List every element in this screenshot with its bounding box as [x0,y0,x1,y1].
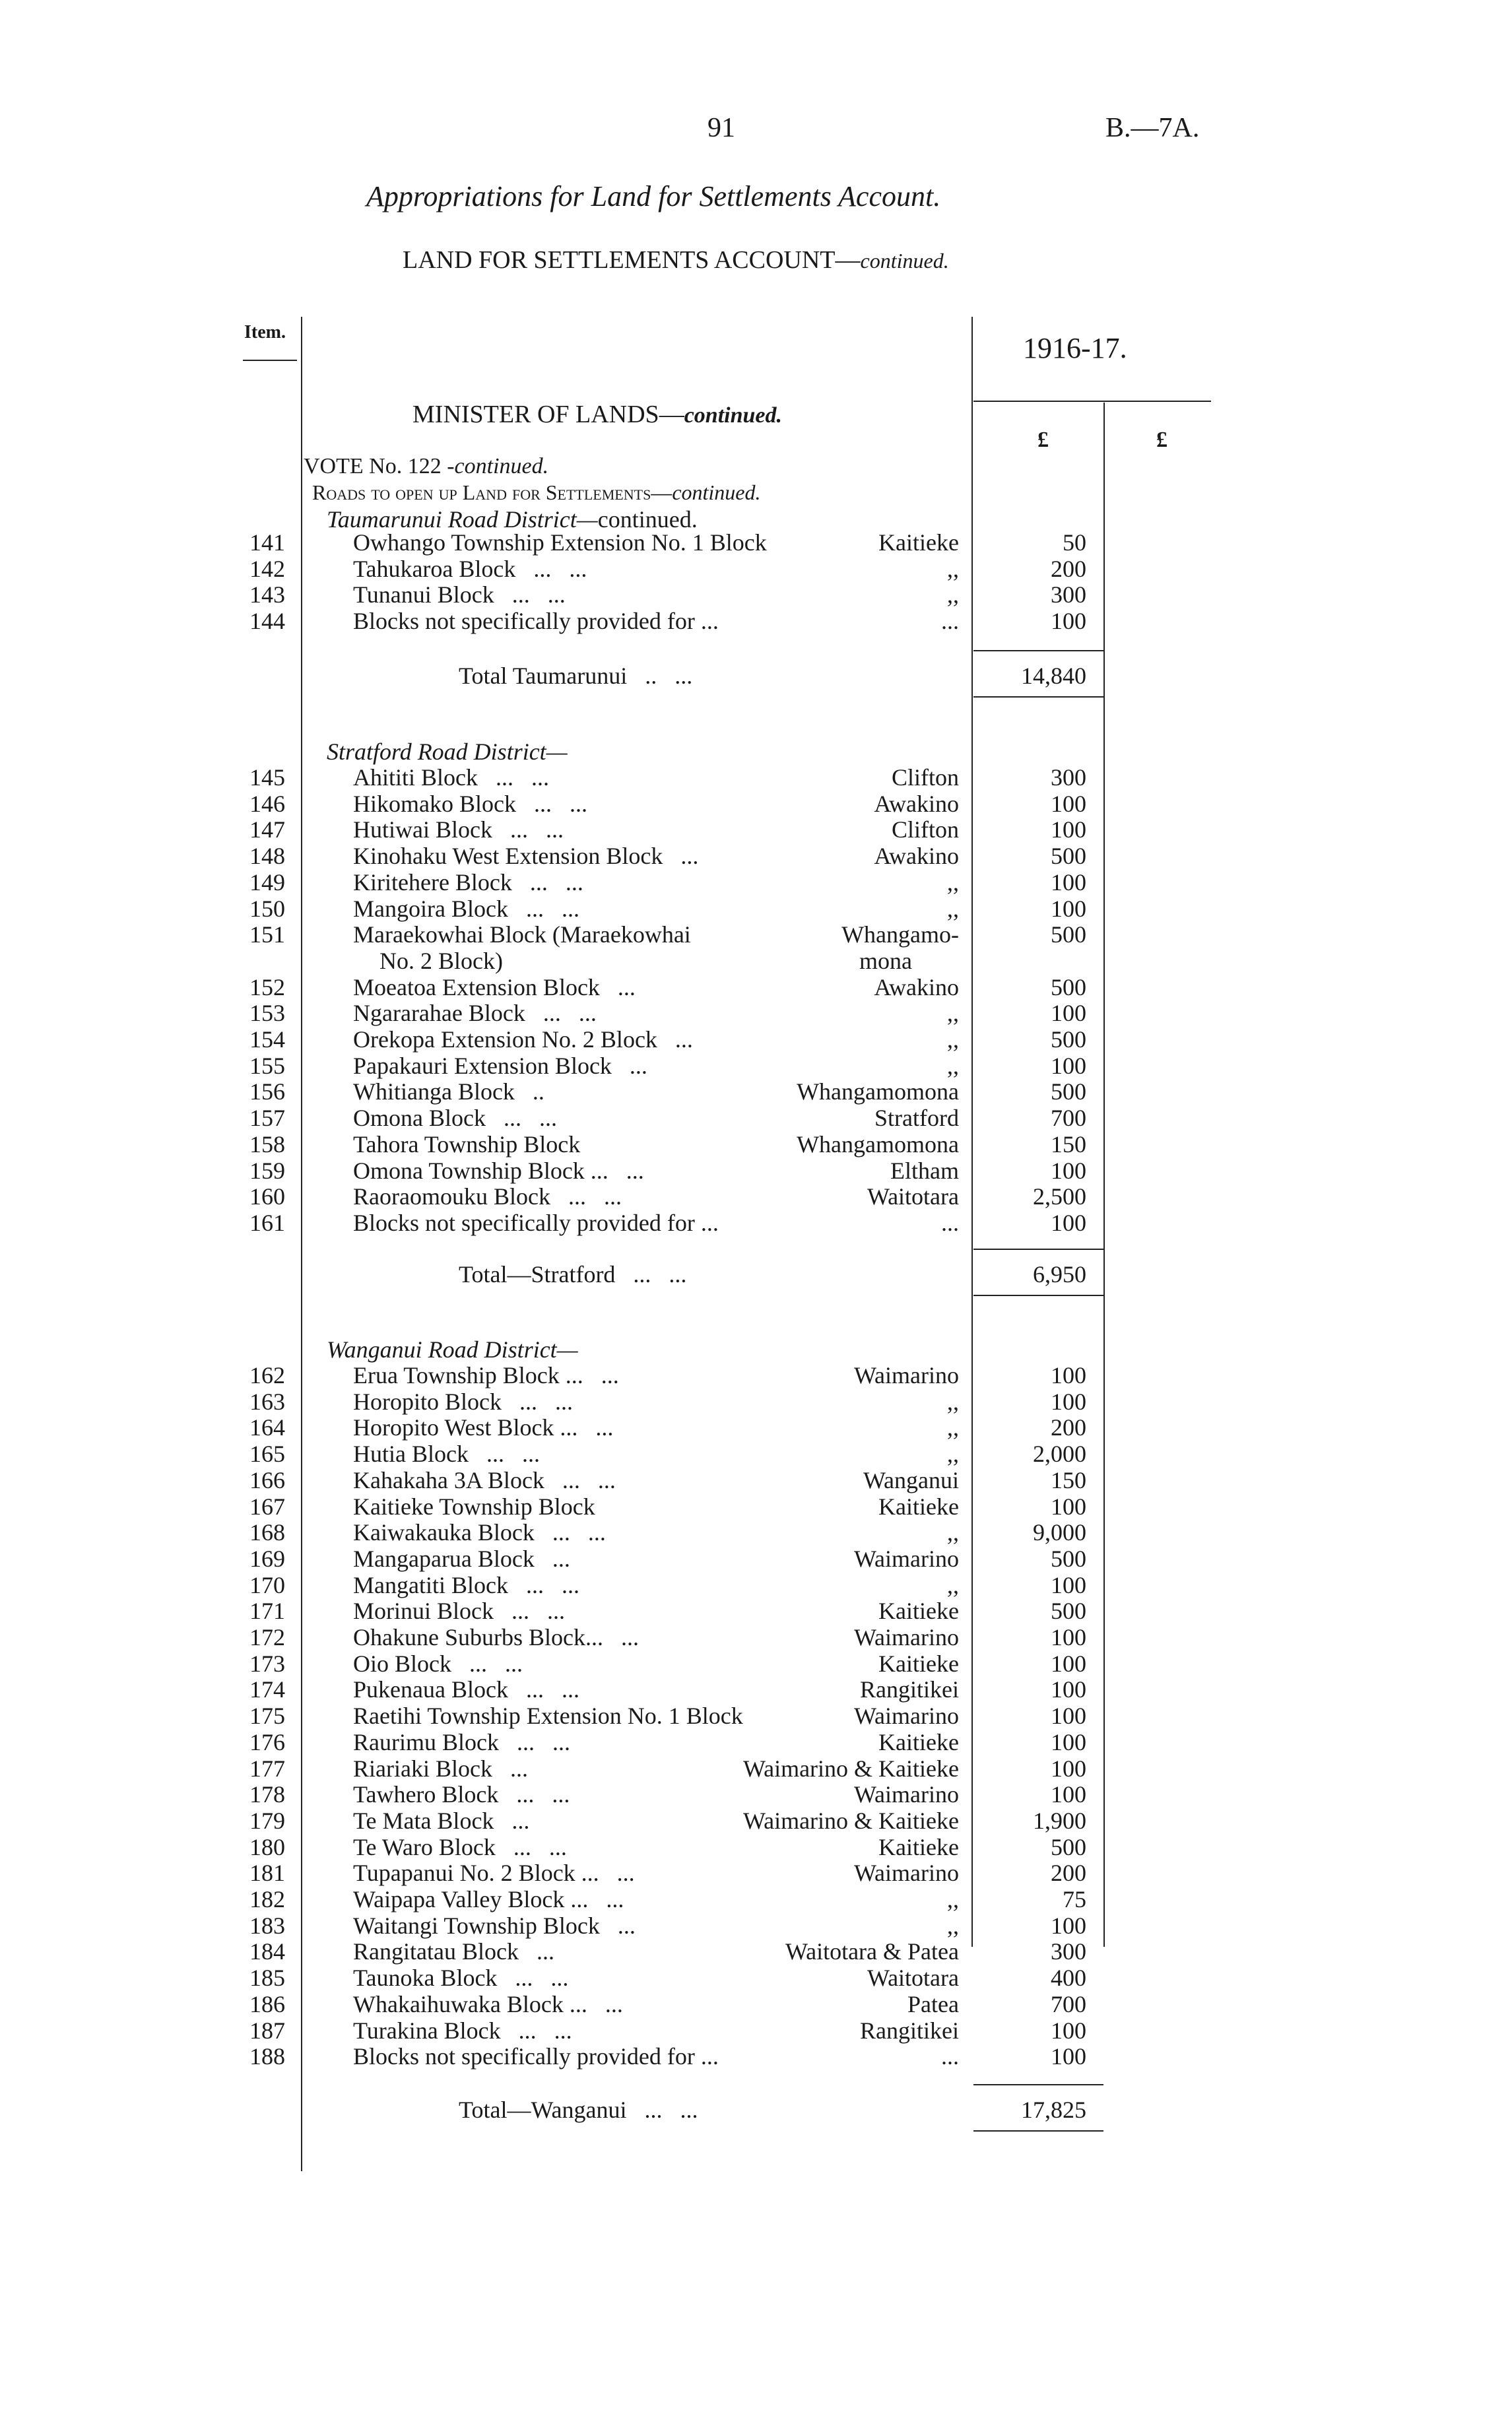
item-number: 184 [249,1938,285,1965]
district-name: ,, [947,555,959,582]
district-heading-continued: continued. [597,506,698,533]
district-name: ... [941,608,959,635]
district-name: Whangamomona [797,1078,959,1105]
roads-heading-continued: continued. [672,480,761,504]
table-row [0,1467,1512,1493]
table-row [0,1131,1512,1158]
district-name: Waimarino & Kaitieke [743,1755,959,1782]
district-name: ,, [947,1519,959,1546]
year-header-rule [973,401,1211,402]
district-name: Patea [907,1990,959,2017]
table-row [0,1572,1512,1598]
amount-value: 300 [1051,764,1086,791]
item-number: 177 [249,1755,285,1782]
district-name: ,, [947,1026,959,1053]
item-number: 156 [249,1078,285,1105]
item-number: 151 [249,921,285,948]
district-name: ,, [947,1388,959,1415]
item-number: 167 [249,1493,285,1520]
table-row [0,1598,1512,1624]
item-number: 143 [249,581,285,608]
item-number: 170 [249,1571,285,1598]
vote-heading [304,454,548,479]
table-row [0,608,1512,634]
table-row-continuation [0,948,1512,974]
amount-value: 100 [1051,1157,1086,1184]
district-name: Waimarino [853,1624,959,1650]
amount-value: 100 [1051,1676,1086,1703]
amount-value: 100 [1051,1650,1086,1677]
table-row [0,1703,1512,1729]
district-name: Awakino [874,843,959,870]
item-number: 188 [249,2043,285,2070]
currency-header-1: £ [1037,428,1049,452]
district-name: Waimarino [853,1860,959,1887]
amount-value: 700 [1051,1990,1086,2017]
block-description: Blocks not specifically provided for ... [353,2043,719,2070]
block-description: Rangitatau Block ... [353,1938,554,1965]
total-rule-bottom [973,2130,1103,2132]
table-row [0,974,1512,1000]
block-description: Riariaki Block ... [353,1755,528,1782]
table-row [0,1000,1512,1026]
district-name: Waimarino [853,1703,959,1730]
block-description: Kaiwakauka Block ... ... [353,1519,606,1546]
district-name: ... [941,1209,959,1236]
block-description: Whitianga Block .. [353,1078,544,1105]
district-name: Kaitieke [878,1598,959,1625]
item-number: 149 [249,868,285,896]
block-description: Papakauri Extension Block ... [353,1052,647,1079]
page-title: Appropriations for Land for Settlements Account. [366,180,941,212]
table-row [0,1519,1512,1546]
item-number: 165 [249,1441,285,1468]
district-name: Waimarino [853,1362,959,1388]
item-number: 181 [249,1860,285,1887]
item-number: 160 [249,1183,285,1210]
minister-heading-continued: continued. [684,403,783,428]
item-number: 180 [249,1833,285,1860]
block-description: Tunanui Block ... ... [353,581,566,608]
block-description: Waitangi Township Block ... [353,1912,636,1939]
block-description: Morinui Block ... ... [353,1598,565,1625]
table-row [0,1755,1512,1782]
item-number: 162 [249,1362,285,1388]
amount-value: 75 [1063,1886,1086,1912]
table-row [0,1414,1512,1441]
amount-value: 500 [1051,1026,1086,1053]
total-rule-top [973,650,1103,651]
account-subtitle-continued: continued. [860,249,949,273]
item-header-underline [243,360,297,361]
table-row [0,581,1512,608]
amount-value: 700 [1051,1105,1086,1132]
item-number: 182 [249,1886,285,1912]
district-name: Waitotara [867,1183,959,1210]
document-reference: B.—7A. [1105,113,1200,143]
table-row [0,1650,1512,1677]
block-description: Owhango Township Extension No. 1 Block [353,529,767,556]
roads-heading-main: Roads to open up Land for Settlements— [312,480,673,504]
table-row [0,869,1512,896]
item-number: 146 [249,790,285,817]
amount-value: 300 [1051,1938,1086,1965]
district-name: ... [941,2043,959,2070]
block-description: Whakaihuwaka Block ... ... [353,1990,623,2017]
item-number: 187 [249,2017,285,2044]
district-name: Waitotara & Patea [785,1938,959,1965]
amount-value: 100 [1051,608,1086,635]
amount-value: 100 [1051,2043,1086,2070]
table-row [0,1546,1512,1572]
table-row [0,1362,1512,1388]
amount-value: 100 [1051,1388,1086,1415]
amount-value: 150 [1051,1466,1086,1493]
amount-value: 300 [1051,581,1086,608]
block-description: Omona Township Block ... ... [353,1157,644,1184]
table-row [0,1026,1512,1053]
block-description: Horopito West Block ... ... [353,1414,614,1441]
district-name: Awakino [874,973,959,1000]
item-number: 168 [249,1519,285,1546]
table-row [0,1624,1512,1650]
item-number: 154 [249,1026,285,1053]
page-number: 91 [707,113,735,143]
total-label: Total—Stratford ... ... [459,1261,687,1288]
table-row [0,1441,1512,1467]
table-row [0,1158,1512,1184]
amount-value: 500 [1051,921,1086,948]
block-description: Blocks not specifically provided for ... [353,608,719,635]
minister-heading [412,400,782,429]
table-row [0,1053,1512,1079]
total-amount: 6,950 [1033,1261,1086,1288]
amount-value: 9,000 [1033,1519,1086,1546]
amount-value: 400 [1051,1965,1086,1992]
item-number: 175 [249,1703,285,1730]
table-row [0,1965,1512,1991]
item-number: 158 [249,1130,285,1158]
district-name: Waimarino & Kaitieke [743,1807,959,1834]
year-header: 1916-17. [1023,332,1127,364]
table-row [0,1834,1512,1860]
amount-value: 100 [1051,895,1086,922]
roads-heading [312,480,761,505]
table-row [0,1886,1512,1912]
block-description: Taunoka Block ... ... [353,1965,569,1992]
total-amount: 17,825 [1021,2097,1086,2123]
item-number: 147 [249,816,285,843]
amount-value: 500 [1051,843,1086,870]
amount-value: 2,500 [1033,1183,1086,1210]
block-description: Horopito Block ... ... [353,1388,573,1415]
amount-value: 100 [1051,2017,1086,2044]
amount-value: 200 [1051,555,1086,582]
table-row [0,529,1512,556]
table-row [0,791,1512,817]
district-name: ,, [947,1886,959,1912]
table-row [0,2017,1512,2044]
amount-value: 200 [1051,1414,1086,1441]
district-name: Waimarino [853,1781,959,1808]
amount-value: 500 [1051,973,1086,1000]
amount-value: 100 [1051,1571,1086,1598]
block-description: Oio Block ... ... [353,1650,523,1677]
block-description: Kiritehere Block ... ... [353,868,583,896]
district-name: ,, [947,1000,959,1027]
amount-value: 2,000 [1033,1441,1086,1468]
amount-value: 100 [1051,1781,1086,1808]
amount-value: 100 [1051,1728,1086,1755]
minister-heading-main: MINISTER OF LANDS— [412,401,684,428]
block-description: Tupapanui No. 2 Block ... ... [353,1860,635,1887]
item-number: 141 [249,529,285,556]
vote-heading-main: VOTE No. 122 [304,454,442,478]
block-description: Ngararahae Block ... ... [353,1000,597,1027]
total-amount: 14,840 [1021,663,1086,689]
item-number: 172 [249,1624,285,1650]
amount-value: 50 [1063,529,1086,556]
amount-value: 500 [1051,1598,1086,1625]
table-row [0,764,1512,791]
item-number: 171 [249,1598,285,1625]
table-row [0,843,1512,869]
block-description: Pukenaua Block ... ... [353,1676,579,1703]
amount-value: 100 [1051,1624,1086,1650]
item-number: 145 [249,764,285,791]
item-number: 161 [249,1209,285,1236]
amount-value: 100 [1051,1755,1086,1782]
account-subtitle [403,245,949,275]
table-row [0,556,1512,582]
item-number: 144 [249,608,285,635]
amount-value: 100 [1051,1000,1086,1027]
table-row [0,1676,1512,1703]
district-name: Clifton [891,816,959,843]
district-name: Waitotara [867,1965,959,1992]
item-number: 159 [249,1157,285,1184]
amount-value: 1,900 [1033,1807,1086,1834]
district-name: Rangitikei [860,2017,959,2044]
item-number: 183 [249,1912,285,1939]
amount-value: 500 [1051,1545,1086,1572]
block-description: Orekopa Extension No. 2 Block ... [353,1026,693,1053]
item-number: 152 [249,973,285,1000]
block-description-continued: No. 2 Block) [379,947,503,974]
district-name: ,, [947,895,959,922]
total-label: Total Taumarunui .. ... [459,663,693,689]
block-description: Raetihi Township Extension No. 1 Block [353,1703,743,1730]
block-description: Hikomako Block ... ... [353,790,587,817]
block-description: Waipapa Valley Block ... ... [353,1886,624,1912]
block-description: Mangaparua Block ... [353,1545,570,1572]
block-description: Maraekowhai Block (Maraekowhai [353,921,691,948]
total-rule-bottom [973,696,1103,698]
district-heading-stratford [327,738,568,766]
item-number: 174 [249,1676,285,1703]
district-name: Whangamo- [841,921,959,948]
amount-value: 100 [1051,1912,1086,1939]
item-number: 164 [249,1414,285,1441]
block-description: Raoraomouku Block ... ... [353,1183,622,1210]
amount-value: 100 [1051,868,1086,896]
amount-value: 150 [1051,1130,1086,1158]
total-label: Total—Wanganui ... ... [459,2097,698,2123]
block-description: Raurimu Block ... ... [353,1728,570,1755]
block-description: Te Mata Block ... [353,1807,530,1834]
item-column-header: Item. [244,322,286,343]
block-description: Mangoira Block ... ... [353,895,579,922]
item-number: 157 [249,1105,285,1132]
block-description: Kahakaha 3A Block ... ... [353,1466,616,1493]
table-row [0,1105,1512,1131]
block-description: Ohakune Suburbs Block... ... [353,1624,639,1650]
amount-value: 100 [1051,790,1086,817]
item-number: 185 [249,1965,285,1992]
item-number: 163 [249,1388,285,1415]
district-heading-main: Wanganui Road District— [327,1336,578,1363]
district-name: Clifton [891,764,959,791]
block-description: Ahititi Block ... ... [353,764,549,791]
block-description: Kaitieke Township Block [353,1493,595,1520]
item-number: 173 [249,1650,285,1677]
table-row [0,1388,1512,1415]
district-name: Kaitieke [878,1650,959,1677]
table-row [0,1938,1512,1965]
district-heading-main: Taumarunui Road District— [327,506,598,533]
block-description: Erua Township Block ... ... [353,1362,619,1388]
amount-value: 500 [1051,1833,1086,1860]
district-name: Waimarino [853,1545,959,1572]
block-description: Hutiwai Block ... ... [353,816,564,843]
table-row [0,1991,1512,2017]
table-row [0,1781,1512,1808]
item-number: 153 [249,1000,285,1027]
district-name: ,, [947,581,959,608]
vote-heading-continued: -continued. [441,454,549,478]
block-description: Kinohaku West Extension Block ... [353,843,699,870]
amount-value: 200 [1051,1860,1086,1887]
table-row [0,1912,1512,1939]
total-rule-top [973,2084,1103,2085]
amount-value: 100 [1051,816,1086,843]
amount-value: 100 [1051,1493,1086,1520]
table-row [0,1808,1512,1834]
item-number: 155 [249,1052,285,1079]
district-name: ,, [947,868,959,896]
item-number: 150 [249,895,285,922]
table-row [0,1860,1512,1886]
amount-value: 100 [1051,1362,1086,1388]
item-number: 142 [249,555,285,582]
district-name: ,, [947,1414,959,1441]
item-number: 169 [249,1545,285,1572]
district-name: Whangamomona [797,1130,959,1158]
district-name: Kaitieke [878,1493,959,1520]
table-row [0,896,1512,922]
district-name: Kaitieke [878,529,959,556]
block-description: Moeatoa Extension Block ... [353,973,636,1000]
block-description: Tawhero Block ... ... [353,1781,570,1808]
table-row [0,2043,1512,2070]
block-description: Hutia Block ... ... [353,1441,540,1468]
table-row [0,816,1512,843]
district-name: Stratford [874,1105,959,1132]
table-row [0,1493,1512,1520]
block-description: Te Waro Block ... ... [353,1833,567,1860]
district-name: Kaitieke [878,1833,959,1860]
item-number: 178 [249,1781,285,1808]
currency-header-2: £ [1156,428,1167,452]
block-description: Omona Block ... ... [353,1105,557,1132]
item-number: 148 [249,843,285,870]
district-name: ,, [947,1441,959,1468]
district-name: Kaitieke [878,1728,959,1755]
item-number: 179 [249,1807,285,1834]
amount-value: 100 [1051,1052,1086,1079]
block-description: Mangatiti Block ... ... [353,1571,579,1598]
block-description: Turakina Block ... ... [353,2017,572,2044]
district-heading-wanganui [327,1336,578,1363]
table-row [0,1078,1512,1105]
amount-value: 100 [1051,1703,1086,1730]
table-row [0,921,1512,948]
amount-value: 100 [1051,1209,1086,1236]
account-subtitle-main: LAND FOR SETTLEMENTS ACCOUNT— [403,246,861,274]
block-description: Tahukaroa Block ... ... [353,555,587,582]
item-number: 166 [249,1466,285,1493]
district-name: Eltham [890,1157,959,1184]
district-name: Wanganui [863,1466,959,1493]
district-name: Awakino [874,790,959,817]
district-name: ,, [947,1052,959,1079]
table-row [0,1729,1512,1755]
total-rule-bottom [973,1295,1103,1296]
table-row [0,1183,1512,1210]
amount-value: 500 [1051,1078,1086,1105]
table-row [0,1210,1512,1236]
item-number: 186 [249,1990,285,2017]
district-name: Rangitikei [860,1676,959,1703]
district-name: ,, [947,1571,959,1598]
item-number: 176 [249,1728,285,1755]
block-description: Blocks not specifically provided for ... [353,1209,719,1236]
district-name: ,, [947,1912,959,1939]
district-name-continued: mona [859,947,912,974]
total-rule-top [973,1249,1103,1250]
district-heading-main: Stratford Road District— [327,738,568,765]
block-description: Tahora Township Block [353,1130,581,1158]
